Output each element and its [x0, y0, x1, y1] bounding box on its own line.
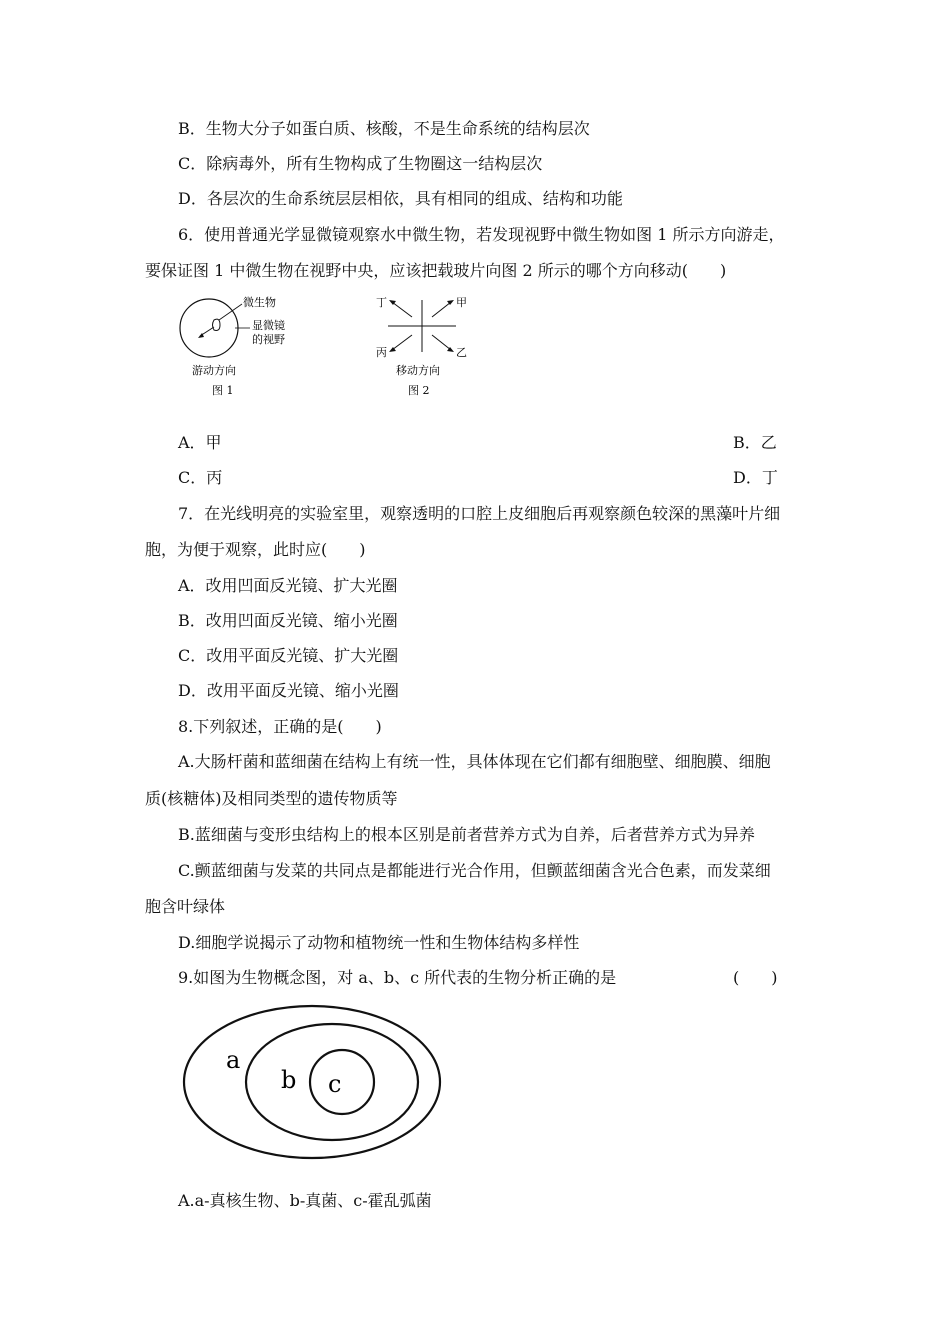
arrow-jia [432, 302, 451, 317]
q7-option-a: A．改用凹面反光镜、扩大光圈 [178, 576, 398, 595]
q8-option-c-line2: 胞含叶绿体 [145, 897, 226, 916]
label-b: b [281, 1066, 297, 1094]
label-c: c [328, 1070, 342, 1098]
q8-option-a-line2: 质(核糖体)及相同类型的遗传物质等 [145, 789, 398, 808]
q8-stem: 8.下列叙述，正确的是( ) [178, 717, 382, 736]
q6-option-c: C．丙 [178, 468, 223, 487]
q7-stem-line1: 7．在光线明亮的实验室里，观察透明的口腔上皮细胞后再观察颜色较深的黑藻叶片细 [178, 504, 781, 523]
q8-option-d: D.细胞学说揭示了动物和植物统一性和生物体结构多样性 [178, 933, 580, 952]
q7-option-c: C．改用平面反光镜、扩大光圈 [178, 646, 399, 665]
fig2-label-yi: 乙 [456, 346, 467, 359]
q7-option-b: B．改用凹面反光镜、缩小光圈 [178, 611, 398, 630]
q6-option-b: B．乙 [733, 433, 777, 452]
q9-answer-paren: ( ) [733, 968, 778, 987]
q6-figure-2 [370, 292, 480, 402]
circle-c [310, 1050, 374, 1114]
q9-option-a: A.a-真核生物、b-真菌、c-霍乱弧菌 [178, 1191, 432, 1210]
q7-stem-line2: 胞，为便于观察，此时应( ) [145, 540, 366, 559]
arrow-bing [392, 335, 412, 350]
fig1-field-label-1: 显微镜 [252, 319, 285, 332]
q8-option-a-line1: A.大肠杆菌和蓝细菌在结构上有统一性，具体体现在它们都有细胞壁、细胞膜、细胞 [178, 752, 771, 771]
q8-option-b: B.蓝细菌与变形虫结构上的根本区别是前者营养方式为自养，后者营养方式为异养 [178, 825, 755, 844]
q7-option-d: D．改用平面反光镜、缩小光圈 [178, 681, 399, 700]
fig2-title: 图 2 [408, 384, 430, 397]
ellipse-a [184, 1006, 440, 1158]
fig2-label-jia: 甲 [456, 296, 467, 309]
q9-concept-diagram [180, 1002, 450, 1162]
arrow-ding [392, 302, 412, 317]
microbe-shape [213, 319, 221, 330]
microscope-field-circle [180, 299, 238, 357]
fig1-caption: 游动方向 [192, 364, 236, 377]
q6-option-a: A．甲 [178, 433, 222, 452]
q6-stem-line1: 6．使用普通光学显微镜观察水中微生物，若发现视野中微生物如图 1 所示方向游走， [178, 225, 785, 244]
fig2-caption: 移动方向 [396, 364, 440, 377]
arrow-yi [432, 335, 451, 350]
q5-option-d: D．各层次的生命系统层层相依，具有相同的组成、结构和功能 [178, 189, 623, 208]
fig1-field-label-2: 的视野 [252, 333, 285, 346]
label-a: a [226, 1046, 241, 1074]
q5-option-c: C．除病毒外，所有生物构成了生物圈这一结构层次 [178, 154, 543, 173]
q6-stem-line2: 要保证图 1 中微生物在视野中央，应该把载玻片向图 2 所示的哪个方向移动( ) [145, 261, 727, 280]
fig2-label-bing: 丙 [376, 346, 387, 359]
q6-option-d: D．丁 [733, 468, 778, 487]
q9-stem: 9.如图为生物概念图，对 a、b、c 所代表的生物分析正确的是 [178, 968, 617, 987]
q6-figure-1 [170, 292, 310, 402]
fig1-title: 图 1 [212, 384, 234, 397]
fig2-label-ding: 丁 [376, 296, 387, 309]
microbe-pointer [219, 304, 242, 320]
fig1-microbe-label: 微生物 [243, 296, 276, 309]
q5-option-b: B．生物大分子如蛋白质、核酸，不是生命系统的结构层次 [178, 119, 590, 138]
q8-option-c-line1: C.颤蓝细菌与发菜的共同点是都能进行光合作用，但颤蓝细菌含光合色素，而发菜细 [178, 861, 771, 880]
